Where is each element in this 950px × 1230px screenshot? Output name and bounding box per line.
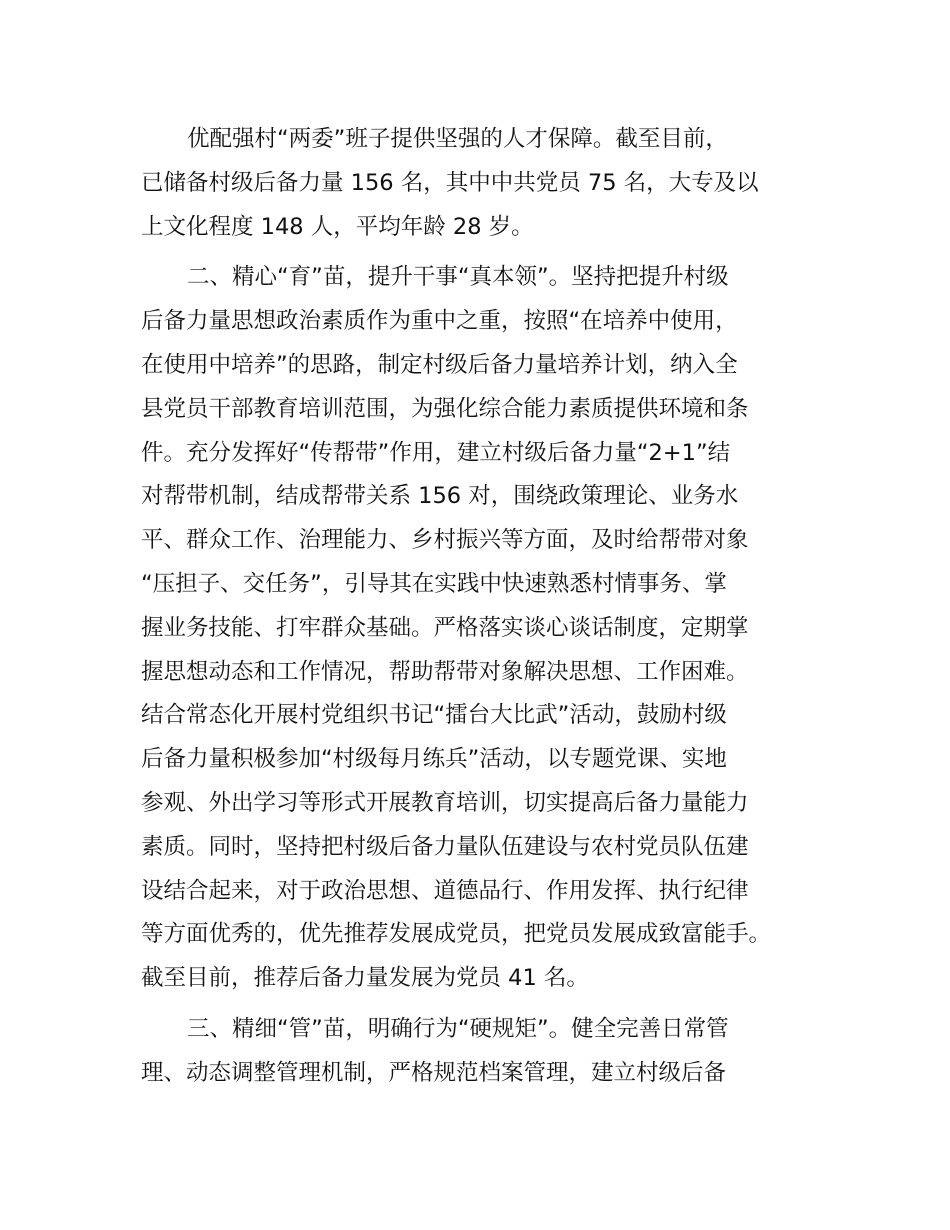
- document-body: [141, 118, 831, 1103]
- text-line: 平、群众工作、治理能力、乡村振兴等方面，及时给帮带对象: [141, 527, 749, 554]
- text-line: 后备力量积极参加“村级每月练兵”活动，以专题党课、实地: [141, 746, 727, 773]
- paragraph-1: [141, 118, 831, 249]
- text-line: 二、精心“育”苗，提升干事“真本领”。坚持把提升村级: [187, 264, 729, 291]
- text-line: 优配强村“两委”班子提供坚强的人才保障。截至目前，: [187, 126, 728, 152]
- text-line: 素质。同时，坚持把村级后备力量队伍建设与农村党员队伍建: [141, 833, 749, 860]
- text-line: 件。充分发挥好“传帮带”作用，建立村级后备力量“2+1”结: [141, 439, 731, 466]
- text-line: 已储备村级后备力量 156 名，其中中共党员 75 名，大专及以: [141, 169, 759, 196]
- text-line: 参观、外出学习等形式开展教育培训，切实提高后备力量能力: [141, 789, 749, 816]
- text-line: 截至目前，推荐后备力量发展为党员 41 名。: [141, 965, 589, 992]
- text-line: “压担子、交任务”，引导其在实践中快速熟悉村情事务、掌: [141, 570, 727, 597]
- paragraph-2: [141, 256, 831, 1001]
- text-line: 握思想动态和工作情况，帮助帮带对象解决思想、工作困难。: [141, 658, 749, 685]
- paragraph-3: [141, 1008, 831, 1096]
- text-line: 等方面优秀的，优先推荐发展成党员，把党员发展成致富能手。: [141, 921, 772, 948]
- text-line: 上文化程度 148 人，平均年龄 28 岁。: [141, 213, 534, 240]
- text-line: 设结合起来，对于政治思想、道德品行、作用发挥、执行纪律: [141, 877, 749, 904]
- text-line: 理、动态调整管理机制，严格规范档案管理，建立村级后备: [141, 1059, 727, 1086]
- text-line: 后备力量思想政治素质作为重中之重，按照“在培养中使用，: [141, 308, 738, 335]
- text-line: 结合常态化开展村党组织书记“擂台大比武”活动，鼓励村级: [141, 702, 727, 729]
- text-line: 县党员干部教育培训范围，为强化综合能力素质提供环境和条: [141, 395, 749, 422]
- text-line: 三、精细“管”苗，明确行为“硬规矩”。健全完善日常管: [187, 1015, 729, 1042]
- text-line: 对帮带机制，结成帮带关系 156 对，围绕政策理论、业务水: [141, 483, 739, 510]
- text-line: 在使用中培养”的思路，制定村级后备力量培养计划，纳入全: [141, 351, 738, 378]
- text-line: 握业务技能、打牢群众基础。严格落实谈心谈话制度，定期掌: [141, 614, 749, 641]
